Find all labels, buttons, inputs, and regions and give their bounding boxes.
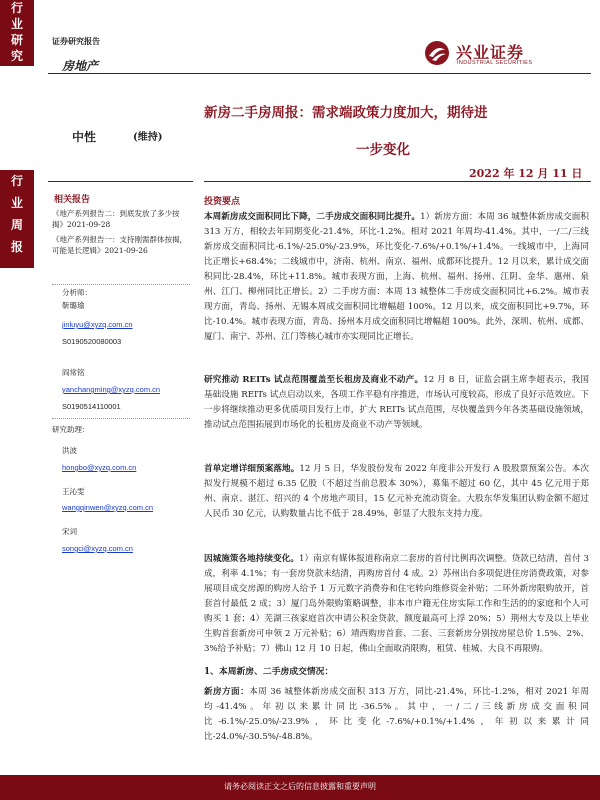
sidebar-char: 研 (10, 33, 23, 47)
left-column-divider (48, 181, 193, 182)
related-reports-heading: 相关报告 (54, 195, 91, 205)
assistant-role-label: 研究助理： (52, 425, 90, 434)
related-report-link[interactable]: 《地产系列报告二：到底发放了多少按揭》2021-09-28 (52, 209, 180, 229)
assistant-name: 王沁雯 (62, 487, 85, 496)
analyst-role-label: 分析师： (62, 288, 92, 297)
analyst-email[interactable]: jinluyu@xyzq.com.cn (62, 320, 133, 329)
logo-mark-icon (424, 40, 450, 66)
analyst-name: 靳璐瑜 (62, 301, 85, 310)
paragraph-body: 12 月 8 日，证监会副主席李超表示，我国基础设施 REITs 试点启动以来，各项工作平稳有序推进，市场认可度较高，形成了良好示范效应。下一步将继续推动更多优质项目发行上市，扩大 REITs 试点范围，尽快覆盖到今年各类基础设施领域，推动试点范围拓展到市场化的长租房及商业不动产等领域。 (204, 375, 589, 430)
related-report-link[interactable]: 《地产系列报告一：支持刚需群体按揭，可能是长逻辑》2021-09-26 (52, 235, 187, 255)
assistant-email[interactable]: wangqinwen@xyzq.com.cn (62, 503, 153, 512)
sidebar-char: 业 (10, 17, 23, 31)
analyst-name: 阎常铭 (62, 368, 85, 377)
subsection-heading: 1、本周新房、二手房成交情况： (204, 667, 334, 677)
paragraph-body: 12 月 5 日，华发股份发布 2022 年度非公开发行 A 股股票预案公告。本次拟发行规模不超过 6.35 亿股（不超过当前总股本 30%），募集不超过 60 亿，其中 45 亿元用于郑州、南京、湛江、绍兴的 4 个房地产项目，15 亿元补充流动资金。大股东华发集团认购金额不超过人民币 30 亿元，认购数量占比不低于 28.49%，彰显了大股东支持力度。 (204, 464, 589, 519)
paragraph-body: 本周 36 城整体新房成交面积 313 万方，同比-21.4%，环比-1.2%，相对 2021 年周均-41.4%。年初以来累计同比-36.5%。其中，一/二/三线新房成交面积同比-6.1%/-25.0%/-23.9%，环比变化-7.6%/+0.1%/+1.4%，年初以来累计同比-24.0%/-30.5%/-48.8%。 (204, 687, 589, 742)
rating-change: (维持) (133, 132, 163, 143)
paragraph-city-policies (204, 552, 589, 657)
paragraph-body: 1）南京有媒体报道称南京二套房的首付比例再次调整。贷款已结清，首付 3 成，利率 4.1%；有一套房贷款未结清，再购房首付 4 成。2）苏州出台多项促进住房消费政策，对参展项目成交房源的购房人给予 1 万元数字消费券和住宅转向维修资金补贴；二环外新房限购放开，首套首付最低 2 成；3）厦门岛外限购策略调整，非本市户籍无住房实际工作和生活的的家庭和个人可购买 1 套；4）芜湖三孩家庭首次申请公积金贷款，额度最高可上浮 20%；5）荆州大专及以上毕业生购首套新房可申领 2 万元补贴；6）靖西购房首套、二套、三套新房分别按房屋总价 1.5%、2%、3%给予补贴；7）佛山 12 月 10 日起，佛山全面取消限购，租赁、桂城、大良不再限购。 (204, 554, 589, 654)
footer-disclaimer: 请务必阅读正文之后的信息披露和重要声明 (224, 782, 376, 791)
date-divider (204, 181, 591, 182)
paragraph-lead: 研究推动 REITs 试点范围覆盖至长租房及商业不动产。 (204, 375, 424, 385)
analyst-cert-number: S0190520080003 (62, 337, 122, 346)
paragraph-lead: 本周新房成交面积同比下降，二手房成交面积同比提升。 (204, 212, 421, 222)
rating-level: 中性 (72, 130, 97, 144)
sidebar-char: 行 (10, 1, 23, 15)
paragraph-reits (204, 373, 589, 433)
assistant-name: 宋词 (62, 527, 77, 536)
paragraph-new-homes (204, 685, 589, 745)
logo-name-cn: 兴业证券 (456, 43, 525, 62)
company-logo (424, 38, 594, 72)
paragraph-sales-summary (204, 210, 589, 345)
analyst-email[interactable]: yanchangming@xyzq.com.cn (62, 385, 161, 394)
analyst-cert-number: S0190514110001 (62, 402, 121, 411)
section-divider (52, 418, 190, 419)
investment-highlights-heading: 投资要点 (204, 197, 241, 207)
report-type-label: 证券研究报告 (52, 36, 100, 46)
assistant-email[interactable]: hongbo@xyzq.com.cn (62, 463, 137, 472)
paragraph-lead: 新房方面： (204, 687, 250, 697)
sidebar-char: 报 (10, 240, 23, 254)
sidebar-category-tag (0, 0, 34, 66)
section-divider (52, 284, 190, 285)
assistant-name: 洪波 (62, 446, 77, 455)
sidebar-report-type-tag (0, 170, 34, 268)
publish-date: 2022 年 12 月 11 日 (469, 167, 583, 180)
sidebar-char: 周 (10, 218, 23, 232)
paragraph-lead: 首单定增详细预案落地。 (204, 464, 300, 474)
industry-label: 房地产 (62, 59, 99, 73)
header-divider (48, 73, 591, 74)
paragraph-private-placement (204, 462, 589, 522)
report-title-line1: 新房二手房周报：需求端政策力度加大，期待进 (204, 105, 488, 121)
report-title-line2: 一步变化 (356, 142, 410, 158)
paragraph-lead: 因城施策各地持续变化。 (204, 554, 299, 564)
logo-name-en: INDUSTRIAL SECURITIES (457, 60, 533, 66)
paragraph-body: 1）新房方面：本周 36 城整体新房成交面积 313 万方，相较去年同期变化-21.4%，环比-1.2%。相对 2021 年周均-41.4%。其中，一/二/三线新房成交面积同比-6.1%/-25.0%/-23.9%，环比变化-7.6%/+0.1%/+1.4%。一线城市中，上海同比正增长+68.4%；二线城市中，济南、杭州、南京、福州、成都环比提升。12 月以来，累计成交面积同比-28.4%，环比+11.8%。城市表现方面，上海、杭州、福州、扬州、江阴、金华、惠州、泉州、江门、柳州同比正增长。2）二手房方面：本周 13 城整体二手房成交面积同比+6.2%。城市表现方面，青岛、扬州、无锡本周成交面积同比增幅超 100%。12 月以来，成交面积同比+9.7%，环比-10.4%。城市表现方面，青岛、扬州本月成交面积同比增幅超 100%。此外，深圳、杭州、成都、厦门、南宁、苏州、江门等核心城市亦实现同比正增长。 (204, 212, 589, 342)
assistant-email[interactable]: songci@xyzq.com.cn (62, 544, 133, 553)
sidebar-char: 行 (10, 174, 23, 188)
sidebar-char: 业 (10, 196, 23, 210)
sidebar-char: 究 (10, 49, 23, 63)
